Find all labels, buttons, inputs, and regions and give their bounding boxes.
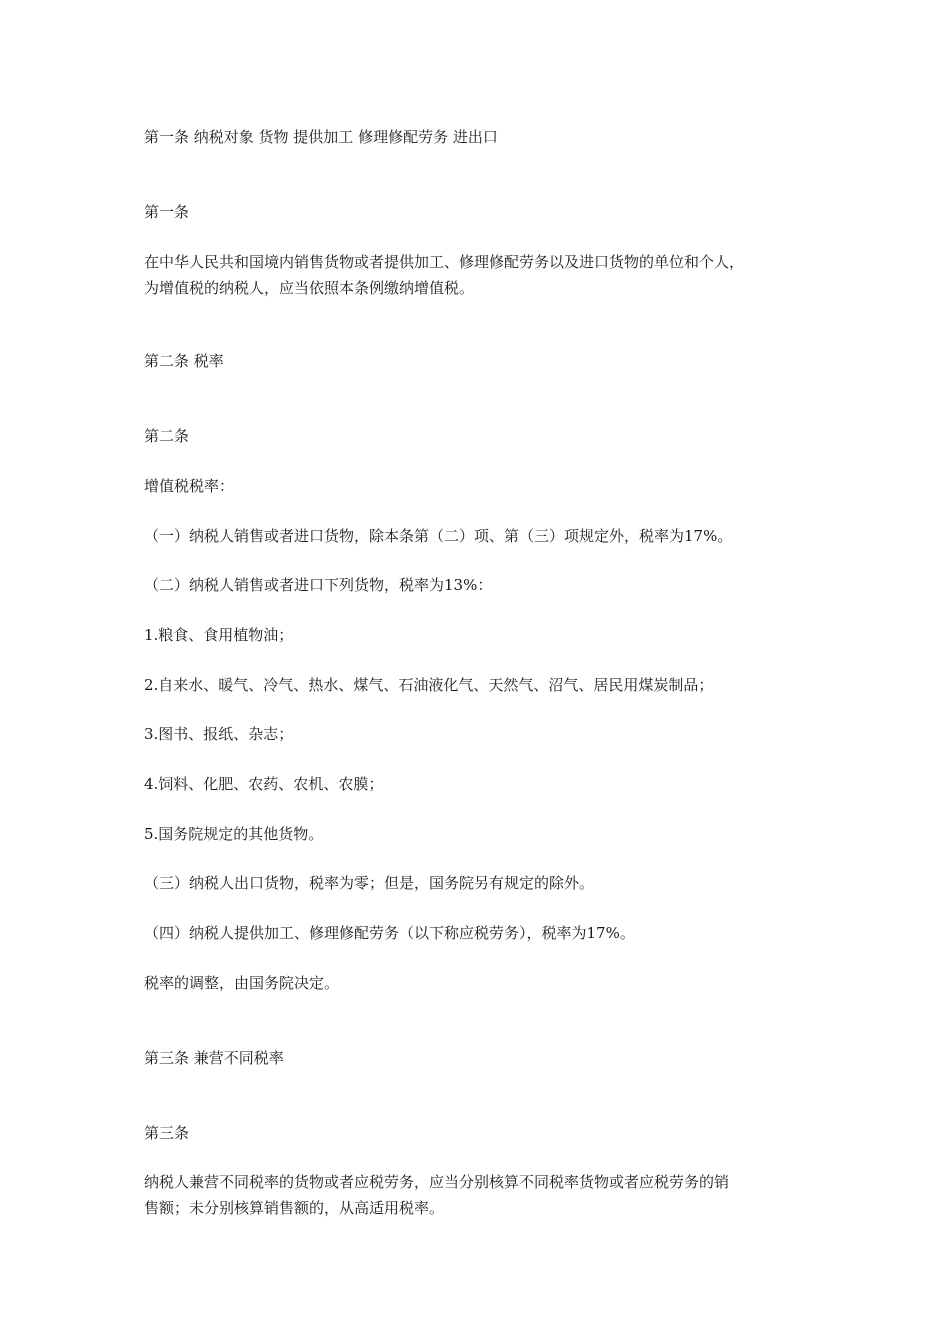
article-3-paragraph-line-1: 纳税人兼营不同税率的货物或者应税劳务，应当分别核算不同税率货物或者应税劳务的销 bbox=[144, 1173, 730, 1191]
article-2-note: 税率的调整，由国务院决定。 bbox=[144, 974, 340, 992]
article-2-item-1: （一）纳税人销售或者进口货物，除本条第（二）项、第（三）项规定外，税率为17%。 bbox=[144, 527, 733, 545]
article-3-paragraph-line-2: 售额；未分别核算销售额的，从高适用税率。 bbox=[144, 1199, 445, 1217]
article-2-subitem-3: 3.图书、报纸、杂志； bbox=[144, 725, 294, 743]
article-2-item-2: （二）纳税人销售或者进口下列货物，税率为13%： bbox=[144, 576, 493, 594]
article-1-paragraph-line-1: 在中华人民共和国境内销售货物或者提供加工、修理修配劳务以及进口货物的单位和个人， bbox=[144, 253, 745, 271]
article-2-subitem-1: 1.粮食、食用植物油； bbox=[144, 626, 294, 644]
article-3-title: 第三条 兼营不同税率 bbox=[144, 1049, 284, 1067]
article-1-heading: 第一条 bbox=[144, 203, 190, 221]
document-header: 第一条 纳税对象 货物 提供加工 修理修配劳务 进出口 bbox=[144, 128, 498, 146]
article-2-item-3: （三）纳税人出口货物，税率为零；但是，国务院另有规定的除外。 bbox=[144, 874, 595, 892]
article-2-title: 第二条 税率 bbox=[144, 352, 224, 370]
article-2-intro: 增值税税率： bbox=[144, 477, 235, 495]
article-2-subitem-5: 5.国务院规定的其他货物。 bbox=[144, 825, 324, 843]
article-2-subitem-4: 4.饲料、化肥、农药、农机、农膜； bbox=[144, 775, 384, 793]
article-2-item-4: （四）纳税人提供加工、修理修配劳务（以下称应税劳务），税率为17%。 bbox=[144, 924, 635, 942]
article-3-heading: 第三条 bbox=[144, 1124, 190, 1142]
article-2-heading: 第二条 bbox=[144, 427, 190, 445]
article-1-paragraph-line-2: 为增值税的纳税人，应当依照本条例缴纳增值税。 bbox=[144, 279, 475, 297]
article-2-subitem-2: 2.自来水、暖气、冷气、热水、煤气、石油液化气、天然气、沼气、居民用煤炭制品； bbox=[144, 676, 714, 694]
